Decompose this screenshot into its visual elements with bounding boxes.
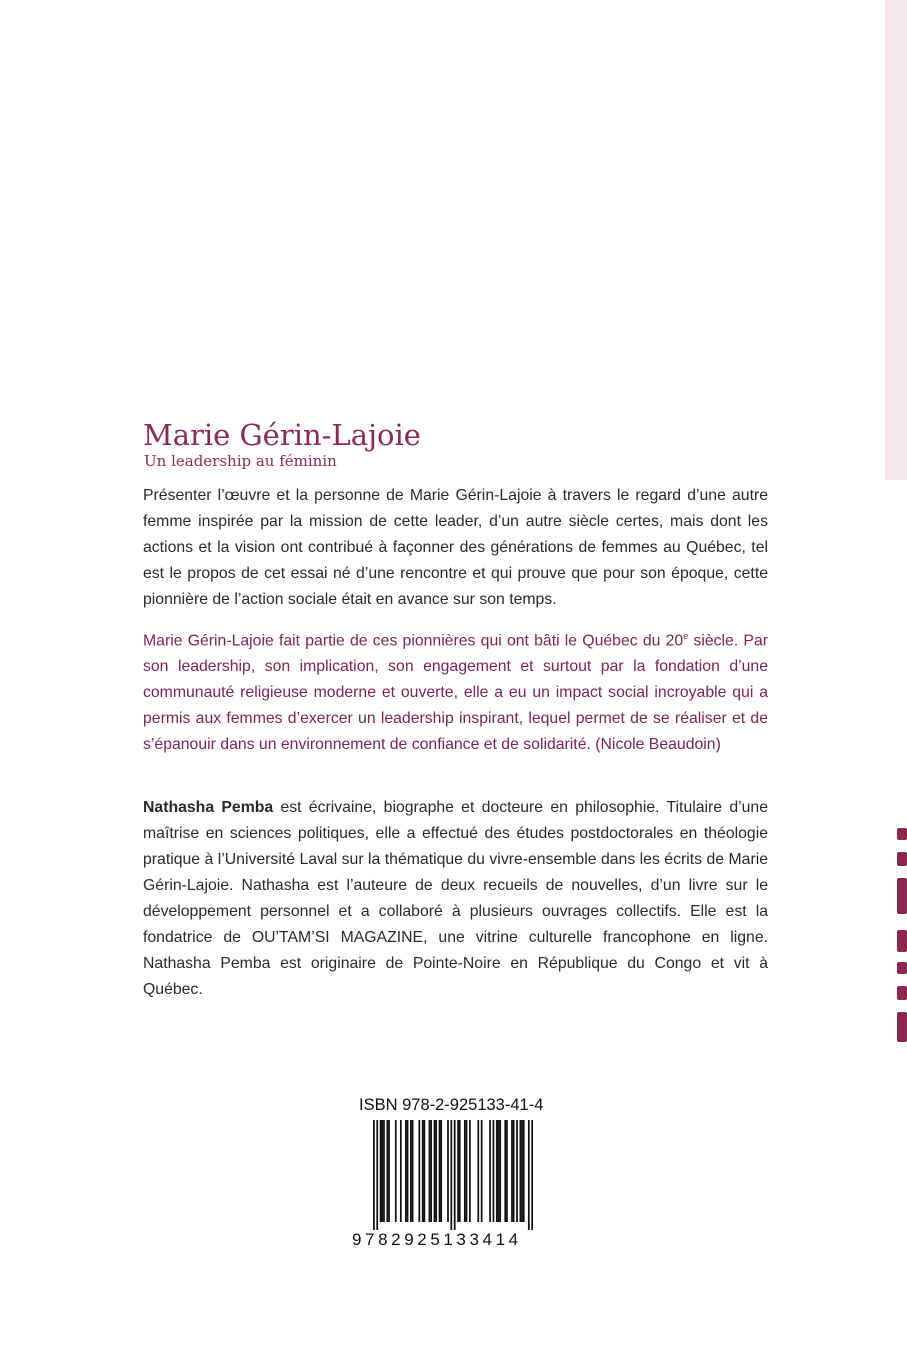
barcode-bar <box>464 1120 466 1222</box>
barcode-bar <box>499 1120 501 1222</box>
spine-edge-mark <box>897 878 907 914</box>
barcode-bar <box>521 1120 523 1222</box>
barcode-bar <box>388 1120 390 1222</box>
barcode-bar <box>516 1120 518 1222</box>
barcode-bar <box>528 1120 530 1230</box>
barcode-bar <box>531 1120 533 1230</box>
spine-edge-mark <box>897 852 907 866</box>
barcode-bar <box>523 1120 525 1222</box>
barcode-bars <box>373 1120 533 1230</box>
barcode-bar <box>410 1120 412 1222</box>
book-title: Marie Gérin-Lajoie <box>143 418 421 452</box>
barcode-bar <box>395 1120 397 1222</box>
barcode-bar <box>454 1120 456 1230</box>
barcode-bar <box>481 1120 483 1222</box>
author-bio-text: est écrivaine, biographe et docteure en philosophie. Titulaire d’une maîtrise en sciences politiques, elle a effectué des études postdoctorales en théologie pratique à l’Université Laval sur la thématique du vivre-ensemble dans les écrits de Marie Gérin-Lajoie. Nathasha est l’auteure de deux recueils de nouvelles, d’un livre sur le développement personnel et a collaboré à plusieurs ouvrages collectifs. Elle est la fondatrice de OU’TAM’SI MAGAZINE, une vitrine culturelle francophone en ligne. Nathasha Pemba est originaire de Pointe-Noire en République du Congo et vit à Québec. <box>143 799 768 998</box>
barcode-bar <box>477 1120 479 1222</box>
barcode-bar <box>434 1120 436 1222</box>
spine-edge-mark <box>897 986 907 1000</box>
intro-paragraph: Présenter l’œuvre et la personne de Marie Gérin-Lajoie à travers le regard d’une autre femme inspirée par la mission de cette leader, d’un autre siècle certes, mais dont les actions et la vision ont contribué à façonner des générations de femmes au Québec, tel est le propos de cet essai né d’une rencontre et qui prouve que pour son époque, cette pionnière de l’action sociale était en avance sur son temps. <box>143 487 768 608</box>
book-subtitle: Un leadership au féminin <box>144 452 337 470</box>
barcode-digits: 9782925133414 <box>352 1230 522 1249</box>
spine-edge-mark <box>897 962 907 974</box>
spine-edge-mark <box>897 828 907 840</box>
spine-strip <box>885 0 907 480</box>
barcode-bar <box>466 1120 468 1222</box>
barcode-bar <box>429 1120 431 1222</box>
quote-text-start: Marie Gérin-Lajoie fait partie de ces pionnières qui ont bâti le Québec du 20 <box>143 632 684 650</box>
isbn-label: ISBN 978-2-925133-41-4 <box>359 1096 544 1114</box>
barcode-bar <box>422 1120 424 1222</box>
barcode-bar <box>459 1120 461 1222</box>
barcode-bar <box>440 1120 442 1222</box>
barcode-bar <box>496 1120 498 1222</box>
barcode-bar <box>386 1120 388 1222</box>
barcode-bar <box>373 1120 375 1230</box>
barcode-bar <box>376 1120 378 1230</box>
barcode-bar <box>381 1120 383 1222</box>
barcode-bar <box>469 1120 471 1222</box>
barcode-bar <box>506 1120 508 1222</box>
barcode-bar <box>439 1120 441 1222</box>
barcode-bar <box>407 1120 409 1222</box>
barcode-bar <box>457 1120 459 1222</box>
barcode-bar <box>412 1120 414 1222</box>
barcode-bar <box>418 1120 420 1222</box>
barcode-bar <box>447 1120 449 1222</box>
barcode-bar <box>513 1120 515 1222</box>
barcode-bar <box>489 1120 491 1222</box>
barcode-bar <box>450 1120 452 1230</box>
barcode-bar <box>435 1120 437 1222</box>
barcode-bar <box>383 1120 385 1222</box>
spine-edge-mark <box>897 930 907 952</box>
barcode-bar <box>520 1120 522 1222</box>
barcode-bar <box>424 1120 426 1222</box>
barcode-bar <box>430 1120 432 1222</box>
author-name: Nathasha Pemba <box>143 799 274 816</box>
barcode-bar <box>400 1120 402 1222</box>
isbn-barcode <box>352 1096 544 1256</box>
barcode-bar <box>380 1120 382 1222</box>
quote-paragraph <box>143 623 768 758</box>
barcode-bar <box>504 1120 506 1222</box>
quote-text-end: siècle. Par son leadership, son implication, son engagement et surtout par la fondation d’une communauté religieuse moderne et ouverte, elle a eu un impact social incroyable qui a permis aux femmes d’exercer un leadership inspirant, lequel permet de se réaliser et de s’épanouir dans un environnement de confiance et de solidarité. (Nicole Beaudoin) <box>143 632 768 754</box>
century-superscript: e <box>683 631 689 641</box>
spine-edge-mark <box>897 1012 907 1042</box>
author-bio-paragraph <box>143 795 768 1003</box>
barcode-bar <box>405 1120 407 1222</box>
barcode-bar <box>511 1120 513 1222</box>
barcode-bar <box>493 1120 495 1222</box>
barcode-bar <box>498 1120 500 1222</box>
